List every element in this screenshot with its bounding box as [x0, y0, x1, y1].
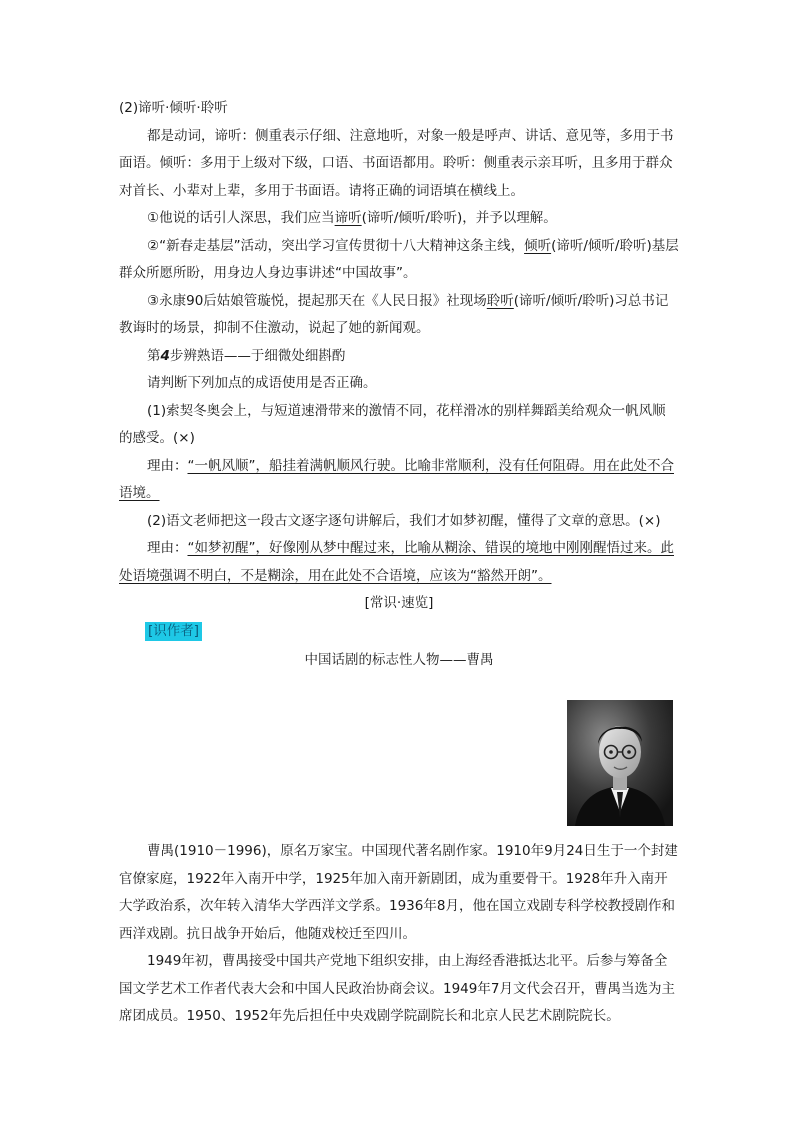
q2-answer: 倾听 [524, 237, 552, 254]
reason-text-2: “如梦初醒”，好像刚从梦中醒过来，比喻从糊涂、错误的境地中刚刚醒悟过来。此处语境强调不明白，不是糊涂，用在此处不合语境，应该为“豁然开朗”。 [119, 540, 674, 584]
q1-post: (谛听/倾听/聆听)，并予以理解。 [361, 210, 557, 226]
bio-paragraph-2: 1949年初，曹禺接受中国共产党地下组织安排，由上海经香港抵达北平。后参与筹备全国文学艺术工作者代表大会和中国人民政治协商会议。1949年7月文代会召开，曹禺当选为主席团成员。1950、1952年先后担任中央戏剧学院副院长和北京人民艺术剧院院长。 [119, 953, 675, 1024]
bio-paragraph-1: 曹禺(1910－1996)，原名万家宝。中国现代著名剧作家。1910年9月24日生于一个封建官僚家庭，1922年入南开中学，1925年加入南开新剧团，成为重要骨干。1928年升入南开大学政治系，次年转入清华大学西洋文学系。1936年8月，他在国立戏剧专科学校教授剧作和西洋戏剧。抗日战争开始后，他随戏校迁至四川。 [119, 843, 678, 942]
step4-instruction: 请判断下列加点的成语使用是否正确。 [147, 375, 377, 391]
idiom-item-2: (2)语文老师把这一段古文逐字逐句讲解后，我们才如梦初醒，懂得了文章的意思。(×) [147, 512, 661, 529]
author-portrait [567, 700, 673, 826]
photo-area [119, 700, 679, 830]
reason-text-1: “一帆风顺”，船挂着满帆顺风行驶。比喻非常顺利，没有任何阻碍。用在此处不合语境。 [119, 457, 674, 501]
question-3 [119, 288, 679, 343]
step4-heading [119, 343, 679, 371]
step4-title: 步辨熟语——于细微处细斟酌 [169, 347, 346, 364]
q1-answer: 谛听 [334, 210, 362, 226]
section-title: 中国话剧的标志性人物——曹禺 [304, 651, 494, 668]
question-2 [119, 233, 679, 288]
reason-label-1: 理由： [147, 457, 188, 474]
reason-1 [119, 453, 679, 508]
step4-prefix: 第 [147, 347, 161, 364]
part2-explanation: 都是动词，谛听：侧重表示仔细、注意地听，对象一般是呼声、讲话、意见等，多用于书面语。倾听：多用于上级对下级，口语、书面语都用。聆听：侧重表示亲耳听，且多用于群众对首长、小辈对上辈，多用于书面语。请将正确的词语填在横线上。 [119, 127, 674, 199]
part2-heading: (2)谛听·倾听·聆听 [119, 100, 228, 116]
author-tag-row [119, 622, 679, 641]
q3-answer: 聆听 [486, 292, 514, 309]
section-label: [常识·速览] [364, 595, 434, 611]
author-tag: [识作者] [145, 622, 202, 641]
question-1 [119, 205, 679, 233]
reason-2 [119, 535, 679, 590]
document-page [119, 95, 679, 1031]
q2-pre: ②“新春走基层”活动，突出学习宣传贯彻十八大精神这条主线， [147, 237, 525, 254]
q3-post: (谛听/倾听/聆听)习总书记教诲时的场景，抑制不住激动，说起了她的新闻观。 [119, 292, 669, 336]
reason-label-2: 理由： [147, 540, 188, 556]
q3-pre: ③永康90后姑娘管璇悦，提起那天在《人民日报》社现场 [147, 292, 487, 309]
idiom-item-1: (1)索契冬奥会上，与短道速滑带来的激情不同，花样滑冰的别样舞蹈美给观众一帆风顺的感受。(×) [119, 402, 666, 446]
step4-number: 4 [160, 347, 170, 364]
q1-pre: ①他说的话引人深思，我们应当 [147, 210, 335, 226]
q2-post: (谛听/倾听/聆听)基层群众所愿所盼，用身边人身边事讲述“中国故事”。 [119, 237, 679, 281]
